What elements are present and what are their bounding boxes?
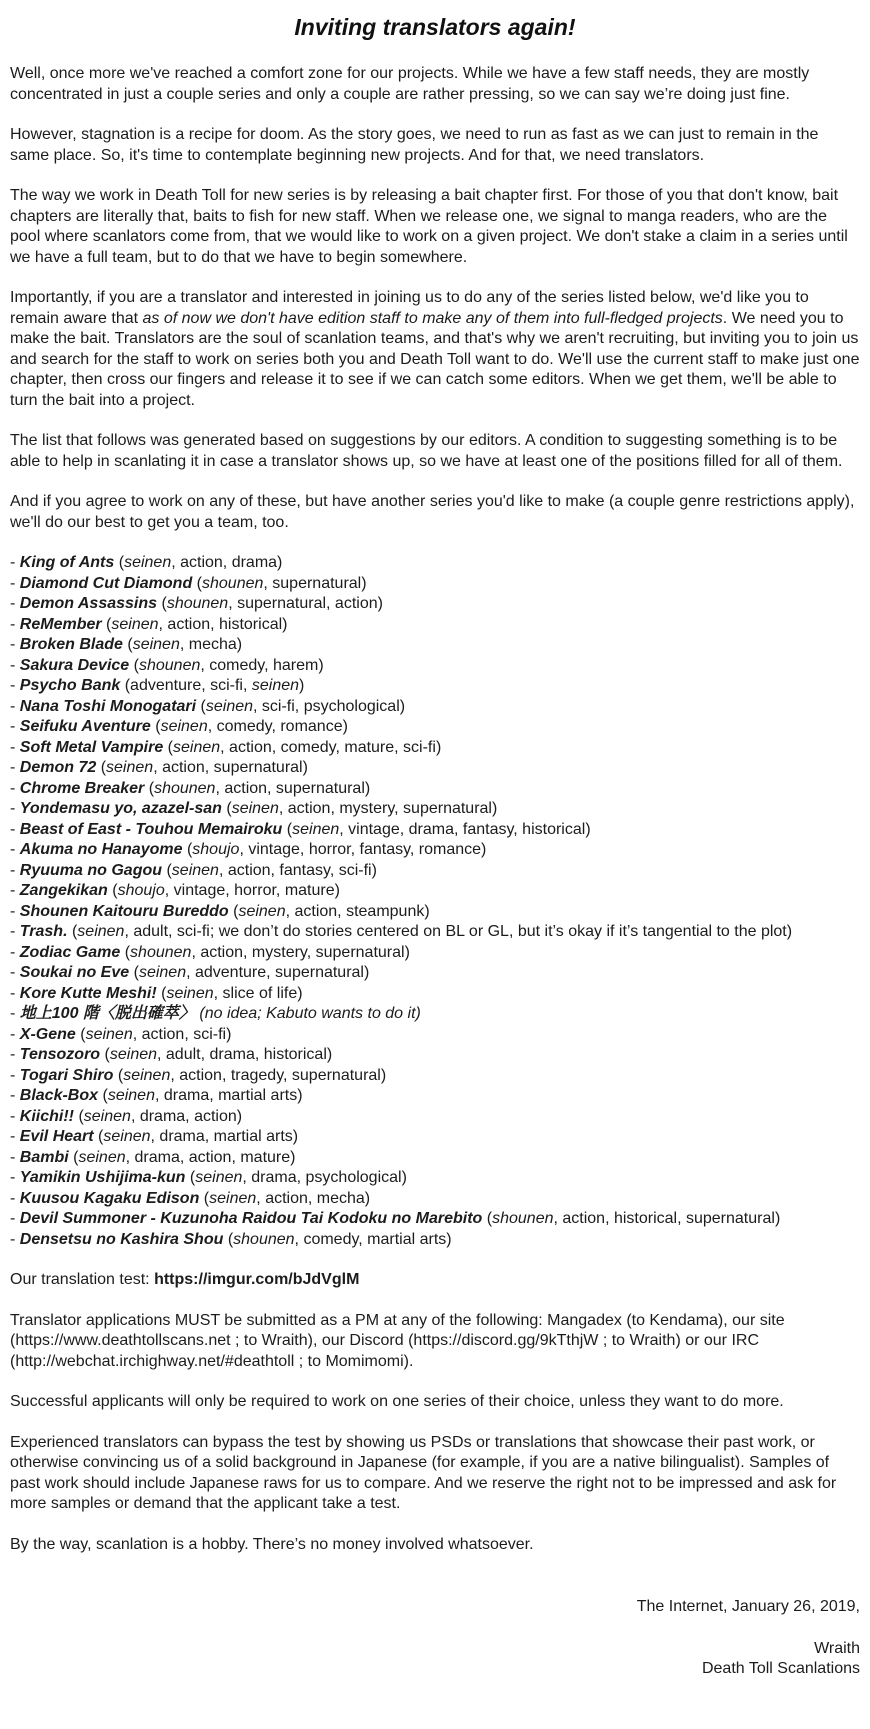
series-item: - ReMember (seinen, action, historical) — [10, 615, 288, 633]
series-item: - Tensozoro (seinen, adult, drama, historical) — [10, 1046, 333, 1063]
series-item: - Demon Assassins (shounen, supernatural, action) — [10, 595, 383, 612]
genre-demographic: seinen — [173, 738, 221, 756]
genre-demographic: seinen — [103, 1128, 151, 1145]
series-item: - Sakura Device (shounen, comedy, harem) — [10, 656, 324, 674]
series-item-title: Togari Shiro — [19, 1066, 114, 1084]
genre-demographic: seinen — [106, 759, 154, 776]
series-item-title: Kuusou Kagaku Edison — [19, 1189, 200, 1207]
genre-demographic: seinen — [292, 820, 340, 838]
intro-paragraphs — [10, 64, 860, 533]
series-item-title: Yamikin Ushijima-kun — [19, 1169, 186, 1186]
paragraph: Successful applicants will only be required to work on one series of their choice, unless they want to do more. — [10, 1393, 784, 1410]
series-item-title: 地上100 階〈脱出確萃〉 — [19, 1005, 195, 1022]
genre-demographic: seinen — [111, 615, 159, 633]
signature-dateline: The Internet, January 26, 2019, — [636, 1598, 860, 1615]
genre-demographic: shounen — [166, 595, 229, 612]
genre-demographic: seinen — [78, 1148, 126, 1166]
series-item-title: Evil Heart — [19, 1128, 94, 1145]
signature-org: Death Toll Scanlations — [701, 1660, 860, 1677]
series-item-title: Tensozoro — [19, 1046, 101, 1063]
genre-demographic: seinen — [171, 861, 219, 879]
series-item: - Bambi (seinen, drama, action, mature) — [10, 1148, 296, 1166]
genre-demographic: seinen — [251, 677, 300, 694]
series-item-title: Shounen Kaitouru Bureddo — [19, 902, 229, 920]
series-item-title: Bambi — [19, 1148, 69, 1166]
paragraph: Translator applications MUST be submitted as a PM at any of the following: Mangadex (to Kendama), our site (https://www.deathtollscans.net ; to Wraith), our Discord (https://discord.gg/9kTthjW ; to Wraith) or our IRC (http://webchat.irchighway.net/#deathtoll ; to Momimomi). — [10, 1311, 785, 1370]
genre-demographic: shounen — [202, 574, 264, 592]
genre-demographic: shoujo — [192, 841, 240, 858]
genre-demographic: shounen — [492, 1210, 554, 1227]
genre-demographic: seinen — [132, 636, 180, 653]
series-item: - Nana Toshi Monogatari (seinen, sci-fi, psychological) — [10, 697, 406, 715]
series-item-title: ReMember — [19, 615, 102, 633]
series-item: - King of Ants (seinen, action, drama) — [10, 554, 283, 571]
series-item: - Ryuuma no Gagou (seinen, action, fantasy, sci-fi) — [10, 861, 377, 879]
italic-text: as of now we don't have edition staff to make any of them into full-fledged projects — [142, 309, 723, 327]
series-item-title: Ryuuma no Gagou — [19, 861, 163, 879]
genre-demographic: seinen — [166, 984, 214, 1002]
series-item-title: Nana Toshi Monogatari — [19, 697, 197, 715]
genre-demographic: seinen — [205, 697, 254, 715]
series-item: - Psycho Bank (adventure, sci-fi, seinen) — [10, 677, 305, 694]
paragraph: Our translation test: https://imgur.com/bJdVglM — [10, 1271, 360, 1288]
paragraph: Well, once more we've reached a comfort zone for our projects. While we have a few staff needs, they are mostly concentrated in just a couple series and only a couple are rather pressing, so we can say we’re doing just fine. — [10, 65, 810, 103]
series-item-genres: (no idea; Kabuto wants to do it) — [194, 1005, 421, 1022]
series-item-title: Chrome Breaker — [19, 779, 145, 797]
series-list — [10, 553, 860, 1250]
series-item: - Akuma no Hanayome (shoujo, vintage, horror, fantasy, romance) — [10, 841, 487, 858]
series-item-title: Yondemasu yo, azazel-san — [19, 800, 222, 817]
genre-demographic: seinen — [160, 718, 208, 735]
series-item: - Kuusou Kagaku Edison (seinen, action, mecha) — [10, 1189, 371, 1207]
paragraph: However, stagnation is a recipe for doom. As the story goes, we need to run as fast as we can just to remain in the same place. So, it's time to contemplate beginning new projects. And for that, we need translators. — [10, 126, 819, 164]
genre-demographic: seinen — [83, 1107, 131, 1125]
signature-name: Wraith — [814, 1639, 860, 1657]
series-item: - Shounen Kaitouru Bureddo (seinen, action, steampunk) — [10, 902, 430, 920]
series-item-title: King of Ants — [19, 554, 115, 571]
series-item-title: Kore Kutte Meshi! — [19, 984, 157, 1002]
series-item-title: Soft Metal Vampire — [19, 738, 164, 756]
series-item-title: Densetsu no Kashira Shou — [19, 1230, 224, 1248]
series-item: - Trash. (seinen, adult, sci-fi; we don’t do stories centered on BL or GL, but it’s okay if it’s tangential to the plot) — [10, 923, 793, 940]
genre-demographic: seinen — [85, 1025, 133, 1043]
emphasized-text: https://imgur.com/bJdVglM — [154, 1271, 360, 1288]
series-item: - Seifuku Aventure (seinen, comedy, romance) — [10, 718, 348, 735]
series-item: - Yondemasu yo, azazel-san (seinen, action, mystery, supernatural) — [10, 800, 498, 817]
series-item: - Diamond Cut Diamond (shounen, supernatural) — [10, 574, 367, 592]
genre-demographic: seinen — [109, 1046, 158, 1063]
series-item: - Beast of East - Touhou Memairoku (seinen, vintage, drama, fantasy, historical) — [10, 820, 591, 838]
outro-paragraphs — [10, 1270, 860, 1555]
series-item: - Black-Box (seinen, drama, martial arts) — [10, 1087, 303, 1104]
paragraph: Importantly, if you are a translator and interested in joining us to do any of the series listed below, we'd like you to remain aware that as of now we don't have edition staff to make any of them into full-fledged projects. We need you to make the bait. Translators are the soul of scanlation teams, and that's why we aren't recruiting, but inviting you to join us and search for the staff to work on series both you and Death Toll want to do. We'll use the current staff to make just one chapter, then cross our fingers and release it to see if we can catch some editors. When we get them, we'll be able to turn the bait into a project. — [10, 289, 860, 409]
genre-demographic: seinen — [124, 554, 172, 571]
series-item-title: X-Gene — [19, 1025, 76, 1043]
series-item-title: Soukai no Eve — [19, 964, 130, 981]
series-item: - Kore Kutte Meshi! (seinen, slice of life) — [10, 984, 303, 1002]
series-item: - Zangekikan (shoujo, vintage, horror, mature) — [10, 882, 340, 899]
genre-demographic: shoujo — [117, 882, 165, 899]
series-item: - Densetsu no Kashira Shou (shounen, comedy, martial arts) — [10, 1230, 452, 1248]
paragraph: By the way, scanlation is a hobby. There’s no money involved whatsoever. — [10, 1535, 534, 1553]
genre-demographic: shounen — [233, 1230, 295, 1248]
series-item: - Kiichi!! (seinen, drama, action) — [10, 1107, 243, 1125]
genre-demographic: seinen — [123, 1066, 171, 1084]
series-item-title: Devil Summoner - Kuzunoha Raidou Tai Kodoku no Marebito — [19, 1210, 483, 1227]
genre-demographic: seinen — [195, 1169, 243, 1186]
series-item-title: Sakura Device — [19, 656, 130, 674]
series-item-title: Beast of East - Touhou Memairoku — [19, 820, 283, 838]
paragraph: The list that follows was generated based on suggestions by our editors. A condition to suggesting something is to be able to help in scanlating it in case a translator shows up, so we have at least one of the positions filled for all of them. — [10, 432, 843, 470]
genre-demographic: shounen — [154, 779, 216, 797]
series-item: - Demon 72 (seinen, action, supernatural) — [10, 759, 308, 776]
signature-block — [10, 1597, 860, 1680]
series-item: - Yamikin Ushijima-kun (seinen, drama, psychological) — [10, 1169, 407, 1186]
paragraph: The way we work in Death Toll for new series is by releasing a bait chapter first. For those of you that don't know, bait chapters are literally that, baits to fish for new staff. When we release one, we signal to manga readers, who are the pool where scanlators come from, that we would like to work on a given project. We don't stake a claim in a series until we have a full team, but to do that we have to begin somewhere. — [10, 187, 848, 266]
series-item-title: Demon 72 — [19, 759, 97, 776]
genre-demographic: seinen — [231, 800, 279, 817]
genre-demographic: seinen — [209, 1189, 257, 1207]
series-item-title: Akuma no Hanayome — [19, 841, 183, 858]
series-item: - Zodiac Game (shounen, action, mystery, supernatural) — [10, 943, 410, 961]
series-item-title: Trash. — [19, 923, 68, 940]
paragraph: And if you agree to work on any of these, but have another series you'd like to make (a couple genre restrictions apply), we'll do our best to get you a team, too. — [10, 493, 855, 531]
series-item-title: Kiichi!! — [19, 1107, 74, 1125]
page-title: Inviting translators again! — [294, 14, 576, 40]
series-item-title: Demon Assassins — [19, 595, 158, 612]
genre-demographic: seinen — [107, 1087, 155, 1104]
series-item: - Devil Summoner - Kuzunoha Raidou Tai Kodoku no Marebito (shounen, action, historical, supernatural) — [10, 1210, 781, 1227]
genre-demographic: shounen — [138, 656, 201, 674]
series-item-title: Seifuku Aventure — [19, 718, 151, 735]
series-item-title: Broken Blade — [19, 636, 123, 653]
series-item: - Chrome Breaker (shounen, action, supernatural) — [10, 779, 371, 797]
series-item: - Togari Shiro (seinen, action, tragedy, supernatural) — [10, 1066, 387, 1084]
genre-demographic: seinen — [138, 964, 187, 981]
genre-demographic: shounen — [130, 943, 192, 961]
genre-demographic: seinen — [238, 902, 286, 920]
series-item-title: Diamond Cut Diamond — [19, 574, 193, 592]
series-item: - Soft Metal Vampire (seinen, action, comedy, mature, sci-fi) — [10, 738, 442, 756]
paragraph: Experienced translators can bypass the test by showing us PSDs or translations that showcase their past work, or otherwise convincing us of a solid background in Japanese (for example, if you are a native bilingualist). Samples of past work should include Japanese raws for us to compare. And we reserve the right not to be impressed and ask for more samples or demand that the applicant take a test. — [10, 1433, 837, 1512]
series-item-title: Zangekikan — [19, 882, 108, 899]
series-item: - 地上100 階〈脱出確萃〉 (no idea; Kabuto wants to do it) — [10, 1005, 421, 1022]
series-item-title: Zodiac Game — [19, 943, 121, 961]
series-item: - Soukai no Eve (seinen, adventure, supernatural) — [10, 964, 370, 981]
series-item: - X-Gene (seinen, action, sci-fi) — [10, 1025, 232, 1043]
series-item: - Evil Heart (seinen, drama, martial arts) — [10, 1128, 299, 1145]
series-item-title: Psycho Bank — [19, 677, 121, 694]
series-item-title: Black-Box — [19, 1087, 99, 1104]
series-item: - Broken Blade (seinen, mecha) — [10, 636, 243, 653]
genre-demographic: seinen — [77, 923, 125, 940]
